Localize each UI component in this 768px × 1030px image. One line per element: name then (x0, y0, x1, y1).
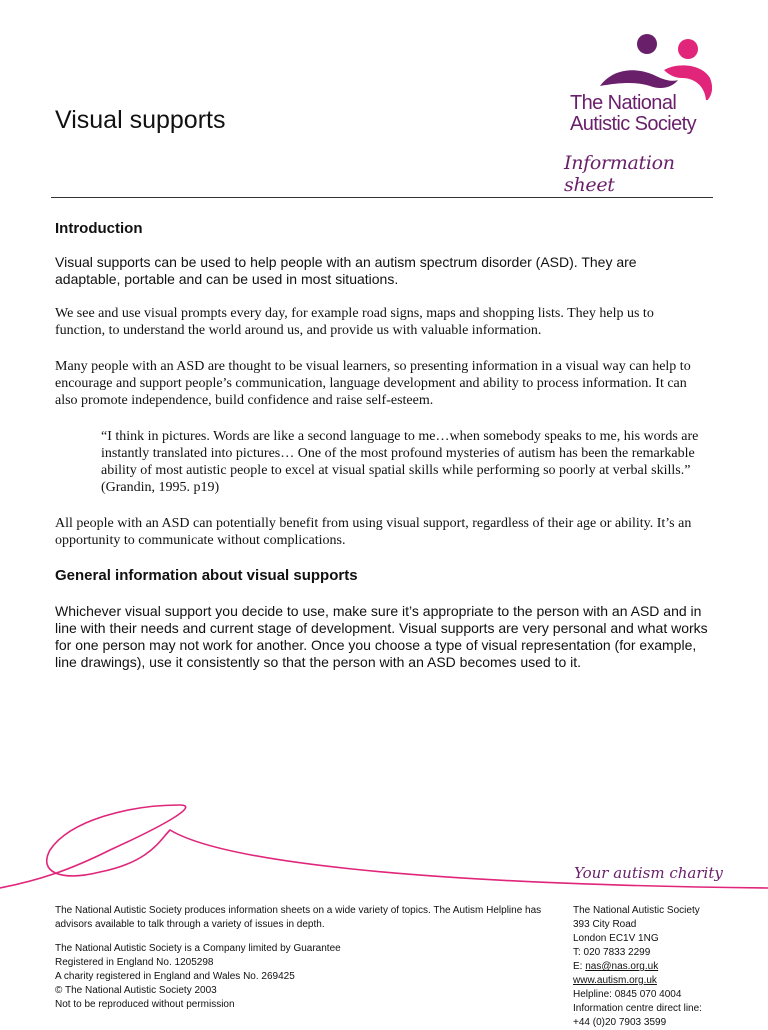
intro-paragraph-2: We see and use visual prompts every day, for example road signs, maps and shopping lists. They help us to function, to understand the world around us, and provide us with valuable information. (55, 306, 654, 338)
nas-logo (560, 30, 730, 196)
footer-registered: Registered in England No. 1205298 (55, 957, 214, 968)
footer-copyright: © The National Autistic Society 2003 (55, 985, 217, 996)
contact-telephone: T: 020 7833 2299 (573, 947, 651, 958)
contact-helpline: Helpline: 0845 070 4004 (573, 989, 682, 1000)
contact-email-line (573, 960, 763, 974)
footer-charity: A charity registered in England and Wales No. 269425 (55, 971, 295, 982)
footer-contact (573, 904, 763, 1030)
contact-direct-number: +44 (0)20 7903 3599 (573, 1017, 667, 1028)
contact-direct-label: Information centre direct line: (573, 1003, 702, 1014)
footer-company: The National Autistic Society is a Company limited by Guarantee (55, 943, 341, 954)
footer-intro: The National Autistic Society produces information sheets on a wide variety of topics. The Autism Helpline has advisors available to talk through a variety of issues in depth. (55, 905, 542, 930)
logo-wordmark (570, 93, 696, 135)
logo-line-1: The National (570, 92, 677, 114)
intro-paragraph-4: All people with an ASD can potentially benefit from using visual support, regardless of their age or ability. It’s an opportunity to communicate without complications. (55, 516, 692, 548)
header-divider (51, 197, 713, 198)
page-title: Visual supports (55, 106, 226, 134)
website-link[interactable]: www.autism.org.uk (573, 975, 657, 986)
people-logo-icon (560, 30, 730, 100)
swirl-line-icon (0, 800, 768, 900)
contact-street: 393 City Road (573, 919, 637, 930)
information-sheet-tagline: Information sheet (564, 152, 675, 196)
grandin-quote: “I think in pictures. Words are like a second language to me…when somebody speaks to me, his words are instantly translated into pictures… One of the most profound mysteries of autism has been the remarkable ability of most autistic people to excel at visual spatial skills while performing so poorly at verbal skills.” (Grandin, 1995. p19) (101, 429, 699, 495)
contact-web-line (573, 974, 763, 988)
intro-paragraph-3: Many people with an ASD are thought to be visual learners, so presenting information in a visual way can help to encourage and support people’s communication, language development and ability to process information. It can also promote independence, build confidence and raise self-esteem. (55, 359, 691, 408)
intro-paragraph-1: Visual supports can be used to help people with an autism spectrum disorder (ASD). They are adaptable, portable and can be used in most situations. (55, 254, 637, 287)
introduction-heading: Introduction (55, 220, 143, 237)
your-autism-charity-tagline: Your autism charity (574, 864, 723, 882)
logo-line-2: Autistic Society (570, 113, 697, 135)
general-information-heading: General information about visual supports (55, 567, 358, 584)
contact-city: London EC1V 1NG (573, 933, 659, 944)
contact-org: The National Autistic Society (573, 905, 700, 916)
email-link[interactable]: nas@nas.org.uk (585, 961, 659, 972)
footer-permission: Not to be reproduced without permission (55, 999, 235, 1010)
email-prefix: E: (573, 961, 586, 972)
footer-left (55, 904, 560, 1012)
general-paragraph-1: Whichever visual support you decide to use, make sure it’s appropriate to the person with an ASD and in line with their needs and current stage of development. Visual supports are very personal and what works for one person may not work for another. Once you choose a type of visual representation (for example, line drawings), use it consistently so that the person with an ASD becomes used to it. (55, 603, 708, 670)
